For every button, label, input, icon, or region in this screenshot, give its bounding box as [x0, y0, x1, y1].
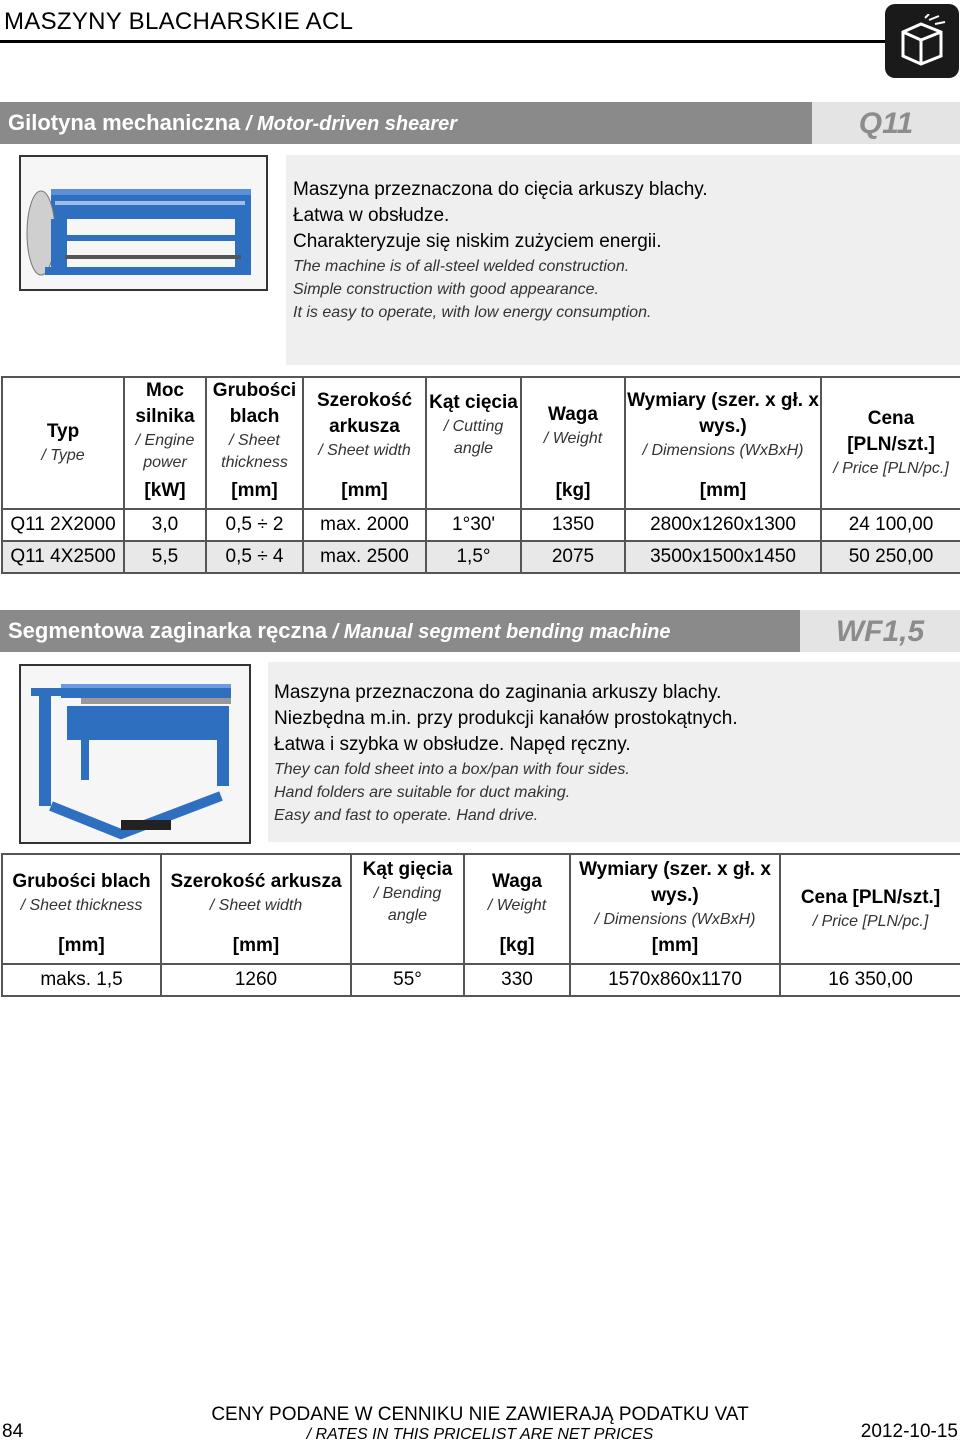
table-row: [2, 509, 960, 541]
vat-note: [0, 1404, 960, 1444]
description-line-en: They can fold sheet into a box/pan with four sides.: [274, 761, 630, 778]
spec-table-shearer: [1, 376, 960, 574]
table-cell: 1,5°: [426, 541, 521, 573]
header-divider: [0, 40, 890, 43]
description-line-en: It is easy to operate, with low energy consumption.: [293, 304, 652, 321]
product-photo-shearer: [19, 155, 268, 291]
description-line-en: Simple construction with good appearance.: [293, 281, 599, 298]
table-cell: 1260: [161, 964, 351, 996]
section-bar-bender: [0, 610, 800, 652]
description-line-en: Hand folders are suitable for duct making.: [274, 784, 571, 801]
description-line: Niezbędna m.in. przy produkcji kanałów prostokątnych.: [274, 708, 738, 729]
column-header: Grubości blach / Sheet thickness [mm]: [206, 377, 303, 509]
box-icon: [885, 4, 959, 78]
table-cell: 0,5 ÷ 2: [206, 509, 303, 541]
table-cell: Q11 2X2000: [2, 509, 124, 541]
column-header: Szerokość arkusza / Sheet width [mm]: [303, 377, 426, 509]
product-photo-bender: [19, 664, 251, 844]
column-header: Waga / Weight [kg]: [464, 854, 570, 964]
section-subtitle: / Manual segment bending machine: [327, 621, 671, 643]
table-cell: 5,5: [124, 541, 206, 573]
table-row: [2, 964, 960, 996]
column-header: Wymiary (szer. x gł. x wys.) / Dimensions (WxBxH) [mm]: [570, 854, 780, 964]
description-panel: [268, 662, 960, 842]
section-title: Gilotyna mechaniczna: [8, 110, 241, 135]
column-header: Wymiary (szer. x gł. x wys.) / Dimensions (WxBxH) [mm]: [625, 377, 821, 509]
table-cell: 16 350,00: [780, 964, 960, 996]
vat-note-pl: CENY PODANE W CENNIKU NIE ZAWIERAJĄ PODATKU VAT: [211, 1404, 749, 1425]
spec-table-bender: [1, 853, 960, 997]
description-line: Maszyna przeznaczona do zaginania arkuszy blachy.: [274, 682, 722, 703]
model-code: Q11: [812, 102, 960, 144]
column-header: Szerokość arkusza / Sheet width [mm]: [161, 854, 351, 964]
description-line-en: The machine is of all-steel welded construction.: [293, 258, 630, 275]
publish-date: 2012-10-15: [860, 1421, 958, 1442]
section-title: Segmentowa zaginarka ręczna: [8, 618, 328, 643]
section-bar-shearer: [0, 102, 812, 144]
description-line: Maszyna przeznaczona do cięcia arkuszy blachy.: [293, 179, 708, 200]
description-line: Łatwa i szybka w obsłudze. Napęd ręczny.: [274, 734, 631, 755]
table-cell: 55°: [351, 964, 464, 996]
table-cell: 330: [464, 964, 570, 996]
table-cell: 0,5 ÷ 4: [206, 541, 303, 573]
column-header: Moc silnika / Engine power [kW]: [124, 377, 206, 509]
column-header: Kąt cięcia / Cutting angle: [426, 377, 521, 509]
column-header: Cena [PLN/szt.] / Price [PLN/pc.]: [821, 377, 960, 509]
table-cell: max. 2500: [303, 541, 426, 573]
table-cell: 1350: [521, 509, 625, 541]
column-header: Waga / Weight [kg]: [521, 377, 625, 509]
table-cell: max. 2000: [303, 509, 426, 541]
column-header: Kąt gięcia / Bending angle: [351, 854, 464, 964]
table-row: [2, 541, 960, 573]
table-cell: 24 100,00: [821, 509, 960, 541]
table-cell: 3,0: [124, 509, 206, 541]
description-line: Łatwa w obsłudze.: [293, 205, 450, 226]
table-cell: 2800x1260x1300: [625, 509, 821, 541]
column-header: Cena [PLN/szt.] / Price [PLN/pc.]: [780, 854, 960, 964]
column-header: Grubości blach / Sheet thickness [mm]: [2, 854, 161, 964]
section-subtitle: / Motor-driven shearer: [240, 113, 458, 135]
table-cell: 50 250,00: [821, 541, 960, 573]
model-code: WF1,5: [800, 610, 960, 652]
page-number: 84: [2, 1421, 24, 1442]
description-line: Charakteryzuje się niskim zużyciem energii.: [293, 231, 662, 252]
table-header-row: [2, 854, 960, 964]
table-header-row: [2, 377, 960, 509]
page-title: MASZYNY BLACHARSKIE ACL: [4, 8, 354, 35]
table-cell: 1570x860x1170: [570, 964, 780, 996]
table-cell: maks. 1,5: [2, 964, 161, 996]
table-cell: 3500x1500x1450: [625, 541, 821, 573]
vat-note-en: / RATES IN THIS PRICELIST ARE NET PRICES: [306, 1426, 654, 1443]
table-cell: 1°30': [426, 509, 521, 541]
description-panel: [286, 155, 960, 365]
description-line-en: Easy and fast to operate. Hand drive.: [274, 807, 539, 824]
column-header: Typ / Type: [2, 377, 124, 509]
table-cell: 2075: [521, 541, 625, 573]
table-cell: Q11 4X2500: [2, 541, 124, 573]
